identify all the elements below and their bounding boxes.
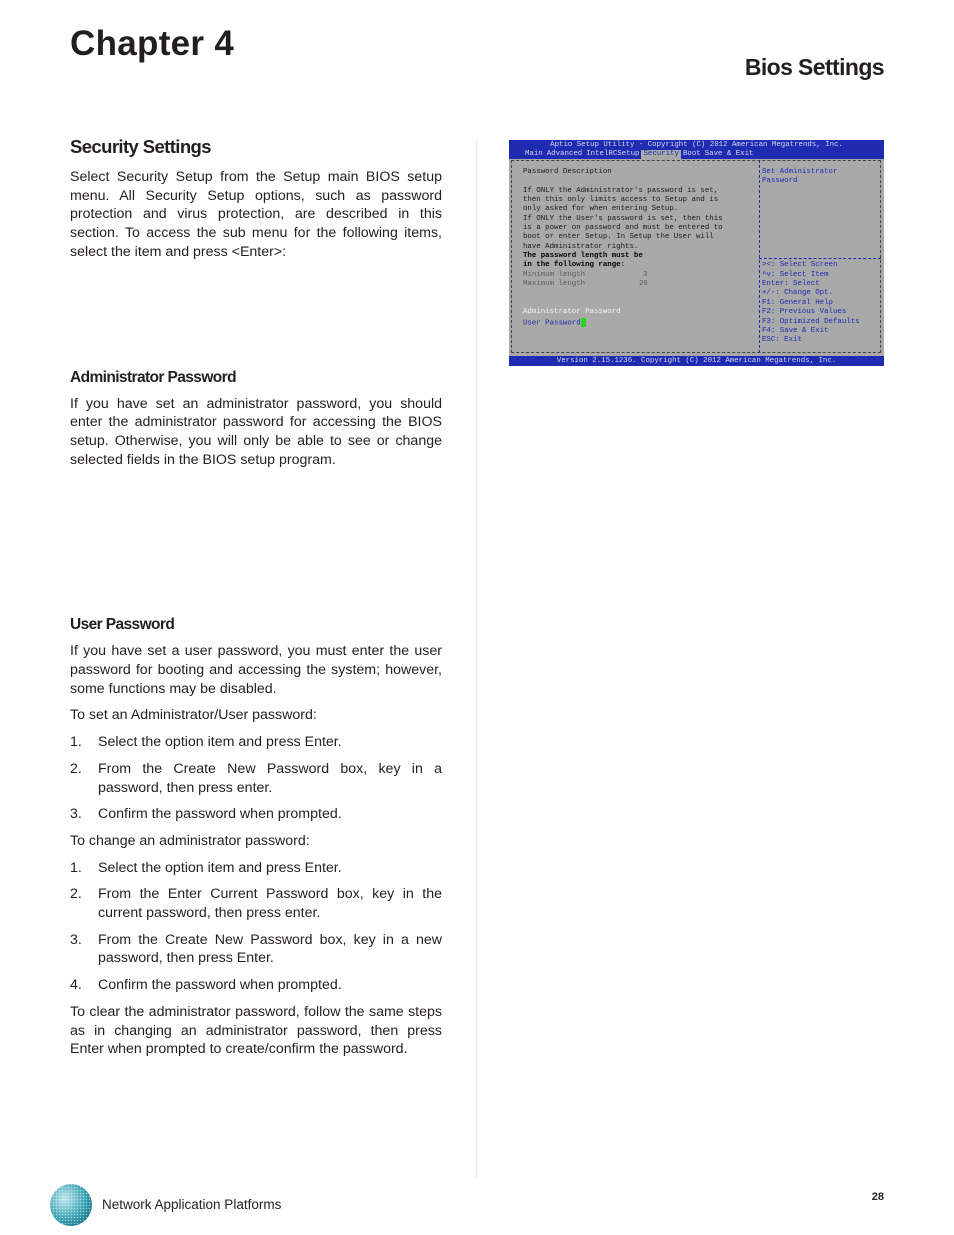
bios-help-line: Set Administrator [762, 168, 838, 176]
bios-user-password-item[interactable]: User Password [523, 318, 759, 327]
bios-key-help: Enter: Select [762, 280, 820, 289]
list-item: 3. Confirm the password when prompted. [70, 806, 342, 823]
list-item: 4. Confirm the password when prompted. [70, 977, 342, 994]
bios-help-panel [762, 168, 882, 346]
bios-line: If ONLY the User's password is set, then this [523, 214, 723, 223]
bios-header [509, 140, 884, 159]
user-password-text: If you have set a user password, you must enter the user password for booting and accessing the system; however, some functions may be disabled. [70, 643, 442, 697]
bios-line: in the following range: [523, 261, 626, 270]
set-password-steps [70, 733, 442, 824]
admin-password-text: If you have set an administrator password, you should enter the administrator password for accessing the BIOS setup. Otherwise, you will only be able to see or change selected fields in the BIOS setup program. [70, 395, 442, 468]
bios-screenshot [509, 140, 884, 366]
change-password-intro: To change an administrator password: [70, 832, 310, 849]
bios-tab-advanced[interactable]: Advanced [546, 150, 583, 158]
security-intro: Select Security Setup from the Setup main BIOS setup menu. All Security Setup options, such as password protection and virus protection, are described in this section. To access the sub menu for the following items, select the item and press <Enter>: [70, 169, 442, 260]
left-column [70, 136, 442, 1067]
bios-key-help: F3: Optimized Defaults [762, 317, 860, 326]
bios-key-help: ><: Select Screen [762, 261, 838, 270]
bios-line: The password length must be [523, 252, 643, 261]
bios-line: then this only limits access to Setup and is [523, 196, 719, 205]
bios-key-help: F4: Save & Exit [762, 326, 829, 335]
bios-line: only asked for when entering Setup. [523, 205, 679, 214]
list-item: 2. From the Create New Password box, key in a password, then press enter. [70, 760, 442, 796]
company-logo-icon [49, 1183, 93, 1227]
bios-line: have Administrator rights. [523, 242, 639, 251]
bios-tab-boot[interactable]: Boot [682, 150, 701, 158]
bios-min-length: Minimum length 3 [523, 270, 648, 279]
bios-key-help: +/-: Change Opt. [762, 289, 833, 298]
list-item: 1. Select the option item and press Enter. [70, 734, 342, 751]
page-number: 28 [871, 1191, 884, 1203]
bios-line [523, 177, 759, 186]
bios-tab-security[interactable]: Security [643, 150, 679, 158]
chapter-title: Chapter 4 [70, 24, 235, 63]
bios-line: is a power on password and must be entered to [523, 224, 723, 233]
bios-max-length: Maximum length 20 [523, 280, 648, 289]
clear-password-text: To clear the administrator password, follow the same steps as in changing an administrator password, then press Enter when prompted to create/confirm the password. [70, 1003, 442, 1058]
admin-password-heading: Administrator Password [70, 368, 236, 386]
bios-key-help: F1: General Help [762, 298, 833, 307]
bios-footer: Version 2.15.1236. Copyright (C) 2012 American Megatrends, Inc. [509, 356, 884, 366]
bios-column-separator [759, 160, 760, 353]
column-divider [476, 140, 477, 1178]
user-password-heading: User Password [70, 616, 175, 634]
bios-tab-intelrcsetup[interactable]: IntelRCSetup [586, 150, 640, 158]
security-settings-heading: Security Settings [70, 136, 211, 157]
bios-line: If ONLY the Administrator's password is set, [523, 186, 719, 195]
bios-tab-main[interactable]: Main [525, 150, 543, 158]
bios-tab-save-exit[interactable]: Save & Exit [704, 150, 754, 158]
set-password-intro: To set an Administrator/User password: [70, 707, 317, 724]
bios-title: Aptio Setup Utility - Copyright (C) 2012 American Megatrends, Inc. [550, 141, 843, 149]
bios-key-help: ESC: Exit [762, 336, 802, 345]
bios-left-panel [523, 168, 759, 327]
bios-menu [509, 150, 756, 159]
bios-admin-password-item[interactable]: Administrator Password [523, 308, 621, 317]
list-item: 3. From the Create New Password box, key in a new password, then press Enter. [70, 931, 442, 967]
cursor-icon [581, 318, 586, 327]
section-title: Bios Settings [744, 54, 884, 80]
bios-line: Password Description [523, 168, 612, 176]
bios-line: boot or enter Setup. In Setup the User will [523, 233, 714, 242]
footer-company: Network Application Platforms [102, 1197, 282, 1212]
list-item: 2. From the Enter Current Password box, key in the current password, then press enter. [70, 886, 442, 922]
bios-key-help: F2: Previous Values [762, 308, 847, 317]
list-item: 1. Select the option item and press Enter. [70, 859, 342, 876]
bios-key-help: ^v: Select Item [762, 270, 829, 279]
bios-help-line: Password [762, 177, 798, 186]
change-password-steps [70, 859, 442, 995]
